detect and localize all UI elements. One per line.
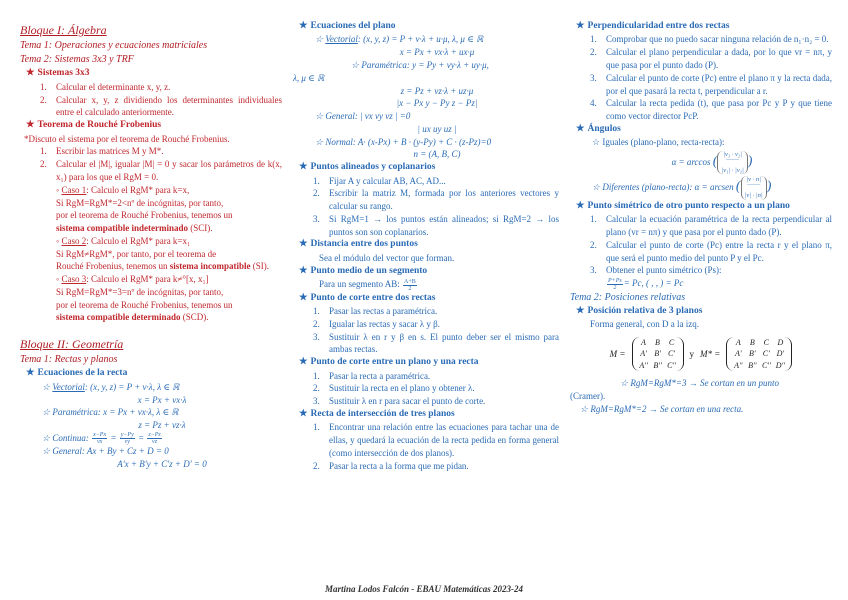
matrix-cell: B'' xyxy=(748,360,757,370)
list-item: 1. Pasar la recta a paramétrica. xyxy=(313,370,431,381)
list-item: 2. Calcular x, y, z dividiendo los determinantes individuales entre el calculado anteriormente. xyxy=(40,94,282,118)
section-distancia: ★ Distancia entre dos puntos xyxy=(299,239,418,250)
matrix-cell: B' xyxy=(749,349,756,359)
star-icon: ★ xyxy=(299,239,308,250)
matrix-cell: D xyxy=(777,338,784,348)
matrix-cell: B'' xyxy=(653,360,662,370)
star-icon: ★ xyxy=(299,357,308,368)
matrix-cell: C' xyxy=(667,349,676,359)
list-item: 4. Calcular la recta pedida (t), que pasa por Pc y P y que tiene como vector director PcP. xyxy=(590,98,832,122)
matrix-m-star xyxy=(726,337,792,371)
list-item: 1. Pasar las rectas a paramétrica. xyxy=(313,306,438,317)
list-item: 1. Calcular la ecuación paramétrica de la recta perpendicular al plano (vr = nπ) y que pasa por el punto dado (P). xyxy=(590,214,832,238)
star-icon: ★ xyxy=(576,200,585,211)
footer: Martina Lodos Falcón - EBAU Matemáticas 2023-24 xyxy=(324,584,523,594)
list-item: 2. Calcular el punto de corte (Pc) entre la recta r y el plano π, que será el punto medio del punto P y el Pc. xyxy=(590,239,832,263)
star-icon: ★ xyxy=(299,21,308,31)
matrix-cell: C' xyxy=(762,349,770,359)
star-icon: ★ xyxy=(299,162,308,173)
star-icon: ★ xyxy=(26,120,35,131)
section-puntos-alineados: ★ Puntos alineados y coplanarios xyxy=(299,162,436,173)
plano-eqs: ☆ Vectorial: (x, y, z) = P + v·λ + u·μ, λ, μ ∈ ℝ x = Px + vx·λ + ux·μ ☆ Paramétrica: y = Py + vy·λ + uy·μ, xyxy=(315,34,489,71)
matrix-cell: A xyxy=(735,338,741,348)
section-simetrico: ★ Punto simétrico de otro punto respecto a un plano xyxy=(576,200,790,211)
list-item: 1. Escribir las matrices M y M*. xyxy=(40,146,164,157)
caso-1: ◦ Caso 1: Calculo el RgM* para k=x, xyxy=(56,184,190,195)
list-item: 2. Pasar la recta a la forma que me pidan. xyxy=(313,460,469,471)
tema-2-title: Tema 2: Sistemas 3x3 y TRF xyxy=(20,54,134,66)
column-3: ★ Perpendicularidad entre dos rectas 1. Comprobar que no puedo sacar ninguna relación de n₁·n₂ = 0. 2. Calcular el plano perpendicular a dada, por lo que vr = nπ, y que pasa por el punto dado (P). 3. Calcular el punto de corte (Pc) entre el plano π y la recta dada, por el que pasará la recta t, perpendicular a r. 4. Calcular la recta pedida (t), que pasa por Pc y P y que tiene como vector director PcP. ★ Ángulos ☆ Iguales (plano-plano, recta-recta): α = arccos ( |v₁ · v₂| ‾‾‾‾‾‾ |v₁| · |v₂|) ☆ Diferentes (plano-recta): α = arcsen ( |v · n| ‾‾‾‾‾‾ |v| · |n|) ★ Punto simétrico de otro punto respecto a un plano 1. Calcular la ecuación paramétrica de la recta perpendicular al plano (vr = nπ) y que pasa por el punto dado (P). 2. Calcular el punto de corte (Pc) entre la recta r y el plano π, que será el punto medio del punto P y el Pc. 3. Obtener el punto simétrico (Ps): $\frac{P+Ps}{2}$ = Pc, ( , , ) = Pc Tema 2: Posiciones relativas ★ Posición relativa de 3 planos Forma general, con D a la izq. M = A B C A' B' C' A'' B'' C'' y M* = A B C D A' B' C' D' A'' B'' C'' D'' ☆ RgM=RgM*=3 → Se cortan en un punto (Cramer). ☆ RgM=RgM*=2 → Se cortan en una recta. xyxy=(570,21,832,414)
tema-1-title: Tema 1: Operaciones y ecuaciones matriciales xyxy=(20,40,208,52)
caso-3: ◦ Caso 3: Calculo el RgM* para k≠°[x, x₁] xyxy=(56,274,209,285)
rouche-intro: *Discuto el sistema por el teorema de Rouché Frobenius. xyxy=(24,133,230,144)
column-2: ★ Ecuaciones del plano ☆ Vectorial: (x, y, z) = P + v·λ + u·μ, λ, μ ∈ ℝ x = Px + vx·λ + ux·μ ☆ Paramétrica: y = Py + vy·λ + uy·μ, λ, μ ∈ ℝ z = Pz + vz·λ + uz·μ |x − Px y − Py z − Pz| ☆ General: | vx vy vz | =0 | ux uy uz | ☆ Normal: A· (x-Px) + B · (y-Py) + C · (z-Pz)=0 n = (A, B, C) ★ Puntos alineados y coplanarios 1. Fijar A y calcular AB, AC, AD... 2. Escribir la matriz M, formada por los anteriores vectores y calcular su rango. 3. Si RgM=1 → los puntos están alineados; si RgM=2 → los puntos son son coplanarios. ★ Distancia entre dos puntos Sea el módulo del vector que forman. ★ Punto medio de un segmento Para un segmento AB: $\frac{A+B}{2}$ ★ Punto de corte entre dos rectas 1. Pasar las rectas a paramétrica. 2. Igualar las rectas y sacar λ y β. 3. Sustituir λ en r y β en s. El punto deber ser el mismo para ambas rectas. ★ Punto de corte entre un plano y una recta 1. Pasar la recta a paramétrica. 2. Sustituir la recta en el plano y obtener λ. 3. Sustituir λ en r para sacar el punto de corte. ★ Recta de intersección de tres planos 1. Encontrar una relación entre las ecuaciones para tachar una de ellas, y quedará la ecuación de la recta pedida en forma general (como intersección de dos planos). 2. Pasar la recta a la forma que me pidan. xyxy=(293,21,559,471)
recta-eqs: ☆ Vectorial: (x, y, z) = P + v·λ, λ ∈ ℝ x = Px + vx·λ ☆ Paramétrica: x = Px + vx·λ, λ ∈ ℝ z = Pz + vz·λ ☆ Continua: $\frac{x-Px}{vx}$ = $\frac{y-Py}{vy}$ = $\frac{z-Pz}{vz}$ ☆ General: Ax + By + Cz + D = 0 A'x + B'y + C'z + D' = 0 xyxy=(42,381,207,470)
star-icon: ★ xyxy=(299,265,308,276)
star-icon: ★ xyxy=(26,68,35,79)
section-corte-plano-recta: ★ Punto de corte entre un plano y una recta xyxy=(299,357,479,368)
list-item: 1. Calcular el determinante x, y, z. xyxy=(40,81,171,92)
matrix-cell: A'' xyxy=(734,360,743,370)
bloque-1-title: Bloque I: Álgebra xyxy=(20,23,107,37)
section-rouche: ★ Teorema de Rouché Frobenius xyxy=(26,120,162,131)
matrix-cell: C xyxy=(763,338,769,348)
list-item: 3. Calcular el punto de corte (Pc) entre el plano π y la recta dada, por el que pasará la recta t, perpendicular a r. xyxy=(590,72,832,96)
list-item: 3. Sustituir λ en r y β en s. El punto deber ser el mismo para ambas rectas. xyxy=(313,331,559,355)
star-icon: ★ xyxy=(299,292,308,303)
matrix-cell: C'' xyxy=(761,360,771,370)
list-item: 2. Calcular el plano perpendicular a dada, por lo que vr = nπ, y que pasa por el punto dado (P). xyxy=(590,47,832,71)
star-icon: ★ xyxy=(576,21,585,31)
star-outline-icon: ☆ xyxy=(42,446,51,457)
matrix-cell: C'' xyxy=(667,360,676,370)
list-item: 3. Obtener el punto simétrico (Ps): xyxy=(590,265,722,276)
matrix-cell: C xyxy=(668,338,675,348)
section-ecuaciones-recta: ★ Ecuaciones de la recta xyxy=(26,368,128,379)
matrix-cell: A' xyxy=(735,349,742,359)
section-punto-medio: ★ Punto medio de un segmento xyxy=(299,265,428,276)
list-rouche xyxy=(20,145,282,183)
matrix-cell: B' xyxy=(654,349,661,359)
matrix-cell: A xyxy=(641,338,646,348)
section-corte-rectas: ★ Punto de corte entre dos rectas xyxy=(299,292,436,303)
star-outline-icon: ☆ xyxy=(42,407,51,418)
list-sistemas xyxy=(20,81,282,119)
star-icon: ★ xyxy=(299,408,308,419)
list-item: 3. Sustituir λ en r para sacar el punto de corte. xyxy=(313,396,486,407)
list-item: 1. Encontrar una relación entre las ecuaciones para tachar una de ellas, y quedará la ecuación de la recta pedida en forma general (como intersección de dos planos). xyxy=(313,422,559,458)
tema-2-posiciones: Tema 2: Posiciones relativas xyxy=(570,291,686,303)
matrix-cell: A' xyxy=(640,349,647,359)
column-1 xyxy=(20,20,282,471)
matrix-cell: D' xyxy=(776,349,785,359)
bloque-2-title: Bloque II: Geometría xyxy=(20,337,124,352)
section-interseccion-planos: ★ Recta de intersección de tres planos xyxy=(299,408,455,419)
list-item: 2. Sustituir la recta en el plano y obtener λ. xyxy=(313,383,475,394)
list-item: 1. Comprobar que no puedo sacar ninguna relación de n₁·n₂ = 0. xyxy=(590,34,829,45)
star-outline-icon: ☆ xyxy=(42,432,51,443)
matrices: M = A B C A' B' C' A'' B'' C'' y M* = A B C D A' B' C' D' A'' B'' C'' D'' xyxy=(570,337,832,371)
star-icon: ★ xyxy=(576,123,585,134)
section-angulos: ★ Ángulos xyxy=(576,123,621,134)
section-posicion-planos: ★ Posición relativa de 3 planos xyxy=(576,305,703,316)
section-ecuaciones-plano: ★ Ecuaciones del plano xyxy=(299,21,396,31)
star-outline-icon: ☆ xyxy=(42,381,51,392)
matrix-cell: B xyxy=(749,338,755,348)
tema-1b-title: Tema 1: Rectas y planos xyxy=(20,354,118,366)
matrix-m xyxy=(632,337,684,371)
star-icon: ★ xyxy=(576,305,585,316)
list-item: 2. Calcular el |M|, igualar |M| = 0 y sacar los parámetros de k(x, x₁) para los que el RgM = 0. xyxy=(40,159,282,182)
matrix-cell: A'' xyxy=(639,360,648,370)
list-item: 1. Fijar A y calcular AB, AC, AD... xyxy=(313,175,446,186)
matrix-cell: D'' xyxy=(775,360,785,370)
caso-2: ◦ Caso 2: Calculo el RgM* para k=x₁ xyxy=(56,235,191,246)
list-item: 3. Si RgM=1 → los puntos están alineados; si RgM=2 → los puntos son son coplanarios. xyxy=(313,213,559,237)
section-perpendicularidad: ★ Perpendicularidad entre dos rectas xyxy=(576,21,730,31)
casos: ◦ Caso 1: Calculo el RgM* para k=x, Si RgM=RgM*=2<nº de incógnitas, por tanto, por el teorema de Rouché Frobenius, tenemos un sistema compatible indeterminado (SCI). ◦ Caso 2: Calculo el RgM* para k=x₁ Si RgM≠RgM*, por tanto, por el teorema de Rouché Frobenius, tenemos un sistema incompatible (SI). ◦ Caso 3: Calculo el RgM* para k≠°[x, x₁] Si RgM=RgM*=3=nº de incógnitas, por tanto, por el teorema de Rouché Frobenius, tenemos un sistema compatible determinado (SCD). xyxy=(20,184,282,324)
matrix-cell: B xyxy=(655,338,660,348)
list-item: 2. Igualar las rectas y sacar λ y β. xyxy=(313,318,440,329)
section-sistemas: ★ Sistemas 3x3 xyxy=(26,68,90,79)
star-icon: ★ xyxy=(26,368,35,379)
list-item: 2. Escribir la matriz M, formada por los anteriores vectores y calcular su rango. xyxy=(313,188,559,212)
